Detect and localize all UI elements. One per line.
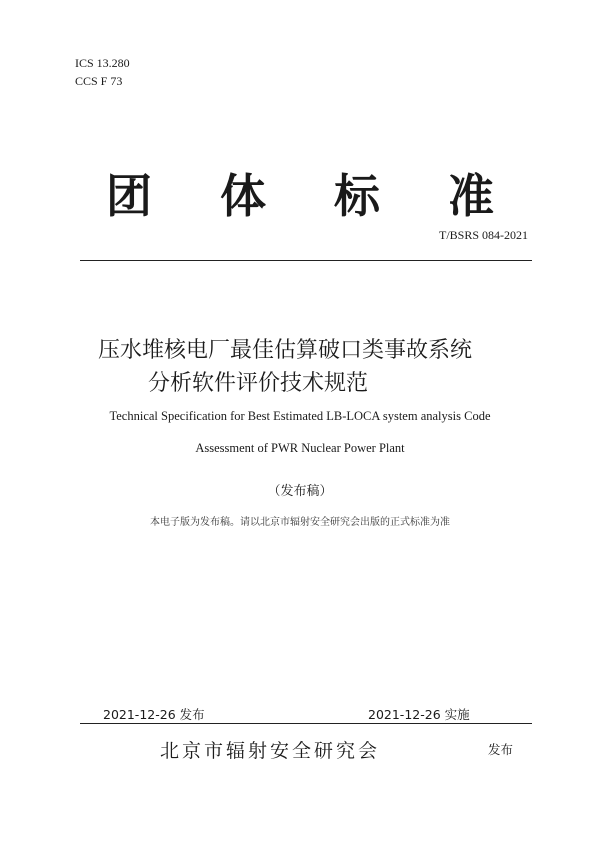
title-chinese-line-1: 压水堆核电厂最佳估算破口类事故系统 [98, 338, 473, 363]
standard-number: T/BSRS 084-2021 [438, 228, 528, 242]
publisher-name: 北京市辐射安全研究会 [160, 740, 381, 762]
doc-type-char: 体 [220, 169, 266, 223]
doc-type-char: 准 [448, 169, 494, 223]
document-type-heading [70, 160, 530, 226]
ccs-code: CCS F 73 [75, 74, 123, 88]
bottom-divider [80, 723, 532, 724]
draft-status: （发布稿） [267, 484, 333, 499]
publish-label: 发布 [488, 742, 514, 757]
title-english-line-1: Technical Specification for Best Estimated LB-LOCA system analysis Code [109, 409, 491, 423]
publish-date: 2021-12-26 发布 [103, 707, 205, 722]
title-english-line-2: Assessment of PWR Nuclear Power Plant [195, 441, 405, 455]
ics-code: ICS 13.280 [75, 56, 130, 70]
top-divider [80, 260, 532, 261]
draft-note: 本电子版为发布稿。请以北京市辐射安全研究会出版的正式标准为准 [150, 517, 450, 528]
doc-type-char: 标 [334, 169, 380, 223]
title-chinese-line-2: 分析软件评价技术规范 [148, 371, 369, 396]
implement-date: 2021-12-26 实施 [368, 707, 470, 722]
doc-type-char: 团 [106, 169, 152, 223]
